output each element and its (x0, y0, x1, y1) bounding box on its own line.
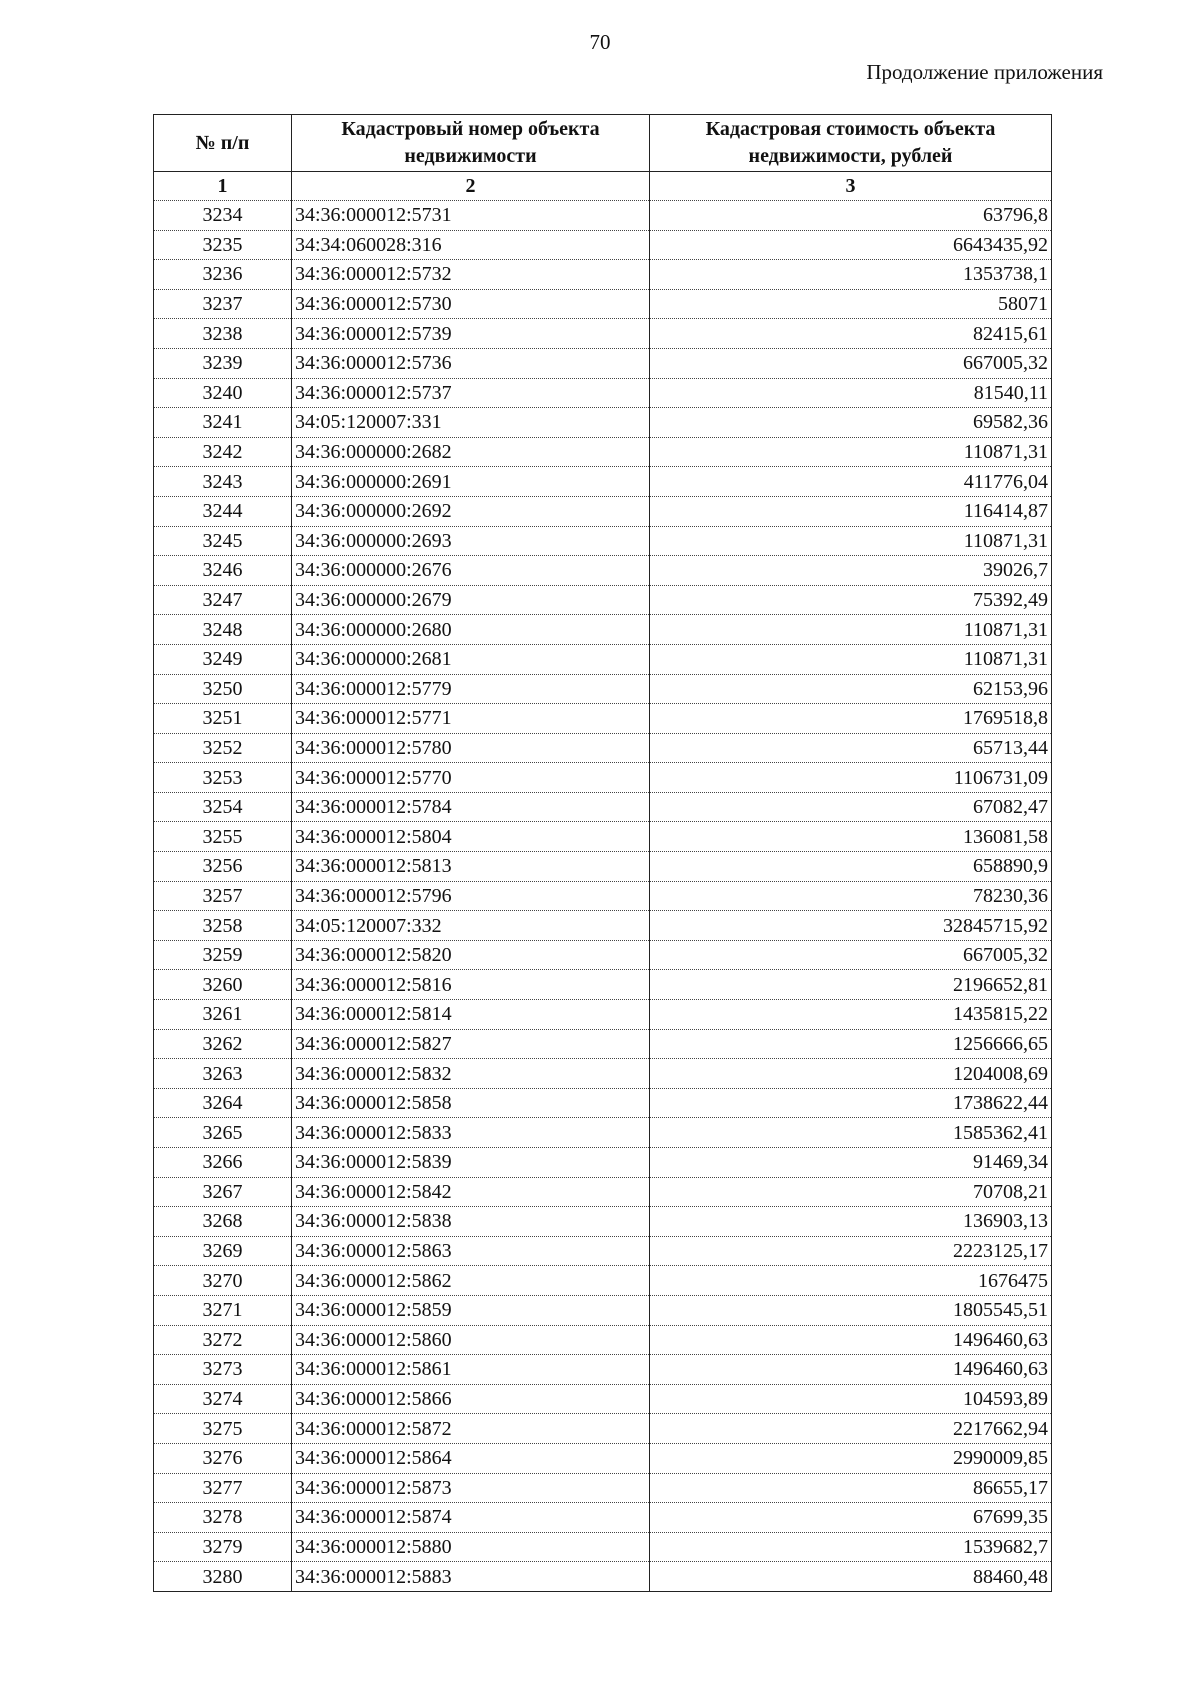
table-row (154, 348, 1052, 378)
row-index: 3240 (154, 378, 292, 408)
table-row (154, 1473, 1052, 1503)
cadastral-number: 34:34:060028:316 (292, 230, 650, 260)
cadastral-number: 34:36:000012:5833 (292, 1118, 650, 1148)
table-row (154, 437, 1052, 467)
row-index: 3254 (154, 792, 292, 822)
table-row (154, 526, 1052, 556)
cadastral-value: 1738622,44 (650, 1088, 1052, 1118)
cadastral-value: 658890,9 (650, 852, 1052, 882)
table-row (154, 1295, 1052, 1325)
table-row (154, 1118, 1052, 1148)
table-row (154, 970, 1052, 1000)
table-row (154, 467, 1052, 497)
cadastral-number: 34:36:000012:5874 (292, 1503, 650, 1533)
cadastral-number: 34:36:000000:2679 (292, 585, 650, 615)
row-index: 3269 (154, 1236, 292, 1266)
table-row (154, 674, 1052, 704)
cadastral-value: 1769518,8 (650, 704, 1052, 734)
table-row (154, 1532, 1052, 1562)
cadastral-value: 78230,36 (650, 881, 1052, 911)
table-row (154, 1148, 1052, 1178)
row-index: 3253 (154, 763, 292, 793)
cadastral-number: 34:36:000012:5771 (292, 704, 650, 734)
cadastral-value: 1204008,69 (650, 1059, 1052, 1089)
cadastral-number: 34:36:000000:2692 (292, 496, 650, 526)
cadastral-number: 34:36:000012:5860 (292, 1325, 650, 1355)
cadastral-value: 82415,61 (650, 319, 1052, 349)
column-number-2: 2 (292, 172, 650, 201)
cadastral-number: 34:36:000012:5816 (292, 970, 650, 1000)
cadastral-value: 1676475 (650, 1266, 1052, 1296)
cadastral-number: 34:36:000012:5820 (292, 940, 650, 970)
cadastral-number: 34:36:000012:5861 (292, 1355, 650, 1385)
cadastral-number: 34:36:000012:5859 (292, 1295, 650, 1325)
cadastral-value: 81540,11 (650, 378, 1052, 408)
cadastral-value: 1256666,65 (650, 1029, 1052, 1059)
row-index: 3265 (154, 1118, 292, 1148)
table-row (154, 733, 1052, 763)
cadastral-number: 34:36:000012:5739 (292, 319, 650, 349)
header-cadastral-number: Кадастровый номер объекта недвижимости (292, 115, 650, 172)
cadastral-number: 34:36:000012:5864 (292, 1443, 650, 1473)
table-row (154, 1207, 1052, 1237)
cadastral-value: 110871,31 (650, 437, 1052, 467)
row-index: 3258 (154, 911, 292, 941)
table-row (154, 763, 1052, 793)
table-body (154, 201, 1052, 1592)
cadastral-value: 110871,31 (650, 644, 1052, 674)
cadastral-number: 34:36:000012:5814 (292, 1000, 650, 1030)
table-row (154, 230, 1052, 260)
row-index: 3280 (154, 1562, 292, 1592)
cadastral-value: 67082,47 (650, 792, 1052, 822)
table-row (154, 1562, 1052, 1592)
row-index: 3249 (154, 644, 292, 674)
cadastral-number: 34:36:000000:2693 (292, 526, 650, 556)
cadastral-value: 2217662,94 (650, 1414, 1052, 1444)
table-row (154, 556, 1052, 586)
row-index: 3256 (154, 852, 292, 882)
row-index: 3245 (154, 526, 292, 556)
table-row (154, 378, 1052, 408)
cadastral-number: 34:36:000012:5862 (292, 1266, 650, 1296)
cadastral-value: 62153,96 (650, 674, 1052, 704)
table-row (154, 1059, 1052, 1089)
cadastral-number: 34:36:000000:2691 (292, 467, 650, 497)
cadastral-value: 63796,8 (650, 201, 1052, 231)
row-index: 3255 (154, 822, 292, 852)
cadastral-number: 34:36:000000:2682 (292, 437, 650, 467)
cadastral-value: 116414,87 (650, 496, 1052, 526)
cadastral-number: 34:36:000012:5784 (292, 792, 650, 822)
cadastral-number: 34:36:000012:5863 (292, 1236, 650, 1266)
header-row (154, 115, 1052, 172)
table-row (154, 644, 1052, 674)
row-index: 3278 (154, 1503, 292, 1533)
table-row (154, 585, 1052, 615)
cadastral-value: 39026,7 (650, 556, 1052, 586)
row-index: 3274 (154, 1384, 292, 1414)
table-row (154, 289, 1052, 319)
cadastral-number: 34:05:120007:332 (292, 911, 650, 941)
cadastral-value: 1539682,7 (650, 1532, 1052, 1562)
row-index: 3242 (154, 437, 292, 467)
row-index: 3238 (154, 319, 292, 349)
table-row (154, 1384, 1052, 1414)
column-number-1: 1 (154, 172, 292, 201)
row-index: 3279 (154, 1532, 292, 1562)
row-index: 3244 (154, 496, 292, 526)
table-row (154, 1355, 1052, 1385)
table-row (154, 1236, 1052, 1266)
row-index: 3276 (154, 1443, 292, 1473)
cadastral-number: 34:36:000012:5804 (292, 822, 650, 852)
row-index: 3251 (154, 704, 292, 734)
row-index: 3250 (154, 674, 292, 704)
row-index: 3237 (154, 289, 292, 319)
table-row (154, 615, 1052, 645)
row-index: 3259 (154, 940, 292, 970)
row-index: 3266 (154, 1148, 292, 1178)
row-index: 3277 (154, 1473, 292, 1503)
table-row (154, 319, 1052, 349)
row-index: 3243 (154, 467, 292, 497)
table-row (154, 911, 1052, 941)
cadastral-number: 34:36:000000:2681 (292, 644, 650, 674)
cadastral-number: 34:36:000012:5883 (292, 1562, 650, 1592)
table-row (154, 881, 1052, 911)
table-row (154, 940, 1052, 970)
table-row (154, 1000, 1052, 1030)
cadastral-number: 34:36:000012:5866 (292, 1384, 650, 1414)
cadastral-value: 411776,04 (650, 467, 1052, 497)
cadastral-value: 69582,36 (650, 408, 1052, 438)
cadastral-number: 34:36:000012:5732 (292, 260, 650, 290)
row-index: 3271 (154, 1295, 292, 1325)
table-row (154, 792, 1052, 822)
table-row (154, 1414, 1052, 1444)
cadastral-value: 6643435,92 (650, 230, 1052, 260)
cadastral-number: 34:36:000012:5731 (292, 201, 650, 231)
cadastral-number: 34:36:000012:5832 (292, 1059, 650, 1089)
row-index: 3247 (154, 585, 292, 615)
table-row (154, 1088, 1052, 1118)
row-index: 3273 (154, 1355, 292, 1385)
cadastral-value: 2223125,17 (650, 1236, 1052, 1266)
cadastral-number: 34:36:000012:5780 (292, 733, 650, 763)
cadastral-number: 34:36:000000:2676 (292, 556, 650, 586)
cadastral-number: 34:05:120007:331 (292, 408, 650, 438)
cadastral-value: 2196652,81 (650, 970, 1052, 1000)
cadastral-value: 1435815,22 (650, 1000, 1052, 1030)
row-index: 3264 (154, 1088, 292, 1118)
cadastral-number: 34:36:000012:5827 (292, 1029, 650, 1059)
cadastral-value: 104593,89 (650, 1384, 1052, 1414)
row-index: 3263 (154, 1059, 292, 1089)
cadastral-value: 75392,49 (650, 585, 1052, 615)
cadastral-value: 65713,44 (650, 733, 1052, 763)
cadastral-value: 1353738,1 (650, 260, 1052, 290)
cadastral-value: 91469,34 (650, 1148, 1052, 1178)
cadastral-number: 34:36:000012:5838 (292, 1207, 650, 1237)
column-number-row (154, 172, 1052, 201)
cadastral-value: 70708,21 (650, 1177, 1052, 1207)
cadastral-value: 1106731,09 (650, 763, 1052, 793)
cadastral-number: 34:36:000012:5737 (292, 378, 650, 408)
row-index: 3267 (154, 1177, 292, 1207)
cadastral-number: 34:36:000012:5880 (292, 1532, 650, 1562)
row-index: 3275 (154, 1414, 292, 1444)
cadastral-number: 34:36:000012:5813 (292, 852, 650, 882)
cadastral-value: 86655,17 (650, 1473, 1052, 1503)
table-row (154, 260, 1052, 290)
table-row (154, 1029, 1052, 1059)
row-index: 3246 (154, 556, 292, 586)
cadastral-value: 32845715,92 (650, 911, 1052, 941)
table-row (154, 1266, 1052, 1296)
cadastral-number: 34:36:000012:5858 (292, 1088, 650, 1118)
table-row (154, 852, 1052, 882)
row-index: 3252 (154, 733, 292, 763)
cadastral-value: 67699,35 (650, 1503, 1052, 1533)
cadastral-value: 667005,32 (650, 940, 1052, 970)
row-index: 3261 (154, 1000, 292, 1030)
cadastral-number: 34:36:000012:5873 (292, 1473, 650, 1503)
cadastral-number: 34:36:000012:5730 (292, 289, 650, 319)
table-row (154, 1443, 1052, 1473)
cadastral-value: 110871,31 (650, 526, 1052, 556)
row-index: 3268 (154, 1207, 292, 1237)
cadastral-number: 34:36:000012:5842 (292, 1177, 650, 1207)
cadastral-value-table (153, 114, 1052, 1592)
cadastral-number: 34:36:000012:5736 (292, 348, 650, 378)
table-row (154, 1503, 1052, 1533)
row-index: 3262 (154, 1029, 292, 1059)
cadastral-number: 34:36:000012:5779 (292, 674, 650, 704)
column-number-3: 3 (650, 172, 1052, 201)
cadastral-number: 34:36:000012:5796 (292, 881, 650, 911)
cadastral-value: 1585362,41 (650, 1118, 1052, 1148)
header-index: № п/п (154, 115, 292, 172)
cadastral-value: 667005,32 (650, 348, 1052, 378)
page-number: 70 (589, 30, 611, 54)
cadastral-value: 136081,58 (650, 822, 1052, 852)
row-index: 3235 (154, 230, 292, 260)
row-index: 3260 (154, 970, 292, 1000)
table-row (154, 496, 1052, 526)
row-index: 3236 (154, 260, 292, 290)
table-row (154, 1177, 1052, 1207)
cadastral-value: 1805545,51 (650, 1295, 1052, 1325)
row-index: 3248 (154, 615, 292, 645)
row-index: 3257 (154, 881, 292, 911)
cadastral-number: 34:36:000012:5872 (292, 1414, 650, 1444)
table-row (154, 408, 1052, 438)
cadastral-value: 1496460,63 (650, 1325, 1052, 1355)
cadastral-value: 136903,13 (650, 1207, 1052, 1237)
table-row (154, 704, 1052, 734)
cadastral-value: 58071 (650, 289, 1052, 319)
table-row (154, 201, 1052, 231)
cadastral-value: 1496460,63 (650, 1355, 1052, 1385)
cadastral-value: 88460,48 (650, 1562, 1052, 1592)
cadastral-value: 2990009,85 (650, 1443, 1052, 1473)
row-index: 3272 (154, 1325, 292, 1355)
continuation-note: Продолжение приложения (866, 60, 1103, 84)
table-row (154, 1325, 1052, 1355)
row-index: 3270 (154, 1266, 292, 1296)
row-index: 3241 (154, 408, 292, 438)
cadastral-value: 110871,31 (650, 615, 1052, 645)
cadastral-number: 34:36:000012:5770 (292, 763, 650, 793)
cadastral-number: 34:36:000000:2680 (292, 615, 650, 645)
table-row (154, 822, 1052, 852)
cadastral-number: 34:36:000012:5839 (292, 1148, 650, 1178)
row-index: 3234 (154, 201, 292, 231)
row-index: 3239 (154, 348, 292, 378)
header-cadastral-value: Кадастровая стоимость объекта недвижимости, рублей (650, 115, 1052, 172)
